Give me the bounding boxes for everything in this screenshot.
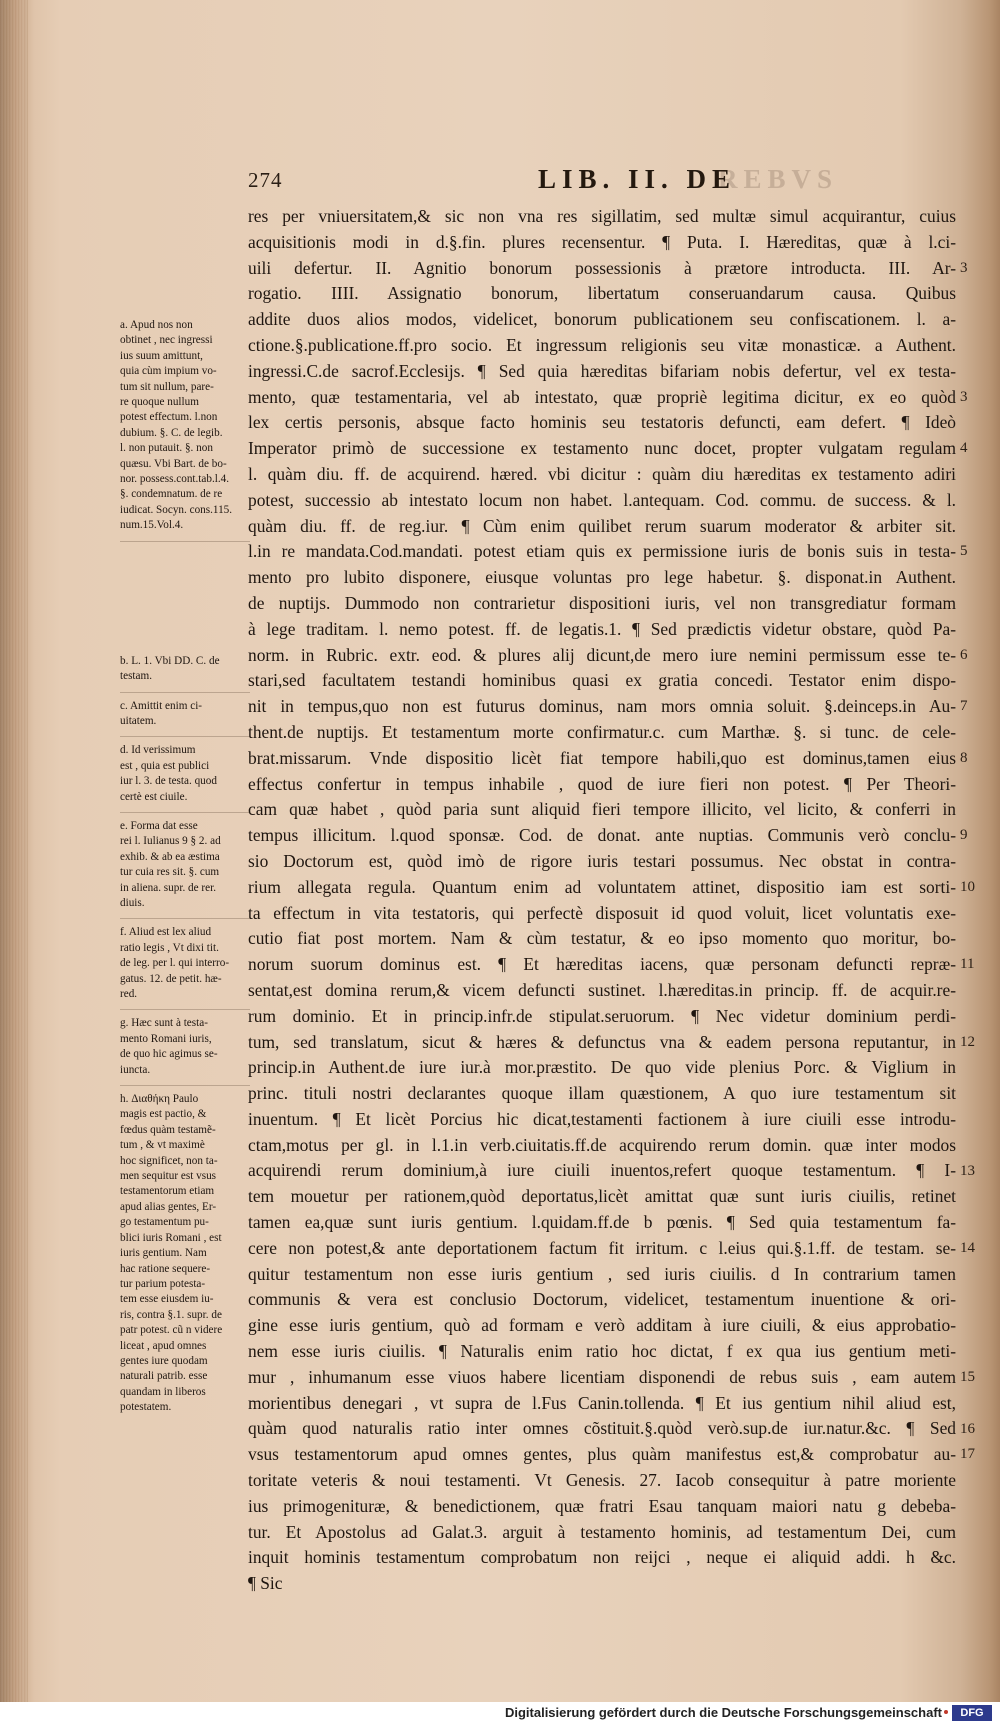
text-line: norm. in Rubric. extr. eod. & plures alij dicunt,de mero iure nemini permissum esse te- <box>248 644 956 665</box>
margin-note-divider <box>120 692 250 693</box>
text-line: cere non potest,& ante deportationem factum fit irritum. c l.eius qui.§.1.ff. de testam. se- <box>248 1237 956 1258</box>
margin-note-line: ris, contra §.1. supr. de <box>120 1308 222 1321</box>
text-line: toritate veteris & noui testamenti. Vt Genesis. 27. Iacob consequitur à patre moriente <box>248 1470 956 1491</box>
margin-note-line: nor. possess.cont.tab.l.4. <box>120 473 230 486</box>
text-line: sentat,est domina rerum,& vicem defuncti sustinet. l.hæreditas.in princip. ff. de acquir.re- <box>248 979 956 1000</box>
margin-note-line: blici iuris Romani , est <box>120 1231 222 1244</box>
margin-note-line: patr potest. cũ n videre <box>120 1324 223 1337</box>
margin-note-divider <box>120 1085 250 1086</box>
margin-note-line: exhib. & ab ea æstima <box>120 850 220 863</box>
footer-credit: Digitalisierung gefördert durch die Deutsche Forschungsgemeinschaft <box>504 1705 942 1720</box>
text-line: morientibus denegari , vt supra de l.Fus Canin.tollenda. ¶ Et ius gentium nihil aliud est, <box>248 1392 956 1413</box>
margin-note <box>120 743 250 805</box>
text-line: uili defertur. II. Agnitio bonorum possessionis à prætore introducta. III. Ar- <box>248 257 956 278</box>
text-line: tem mouetur per rationem,quòd deportatus,licèt amittat quæ sunt iuris ciuilis, retinet <box>248 1186 956 1207</box>
text-line: quitur testamentum non esse iuris gentium , sed iuris ciuilis. d In contrarium tamen <box>248 1263 956 1284</box>
margin-note-divider <box>120 1009 250 1010</box>
text-line: mur , inhumanum esse viuos habere licentiam disponendi de rebus suis , eam autem <box>248 1366 956 1387</box>
text-line: à lege traditam. l. nemo potest. ff. de legatis.1. ¶ Sed prædictis videtur obstare, quòd Pa- <box>248 618 956 639</box>
paragraph-number: 6 <box>960 646 968 663</box>
digitization-footer <box>0 1702 1000 1724</box>
margin-note-line: quia cùm impium vo- <box>120 365 217 378</box>
text-line: tum, sed translatum, sicut & hæres & defunctus vna & eadem persona reputantur, in <box>248 1031 956 1052</box>
text-line: stari,sed facultatem testandi hominibus quasi ex gratia concedi. Testator enim dispo- <box>248 670 956 691</box>
margin-note-line: l. non putauit. §. non <box>120 442 213 455</box>
text-line: princ. tituli nostri declarantes quoque illam quæstionem, A quo iure testamentum sit <box>248 1083 956 1104</box>
text-line: ius primogenituræ, & benedictionem, quæ fratri Esau tanquam maiori natu g debeba- <box>248 1495 956 1516</box>
margin-note-divider <box>120 541 250 542</box>
margin-note-line: e. Forma dat esse <box>120 819 198 832</box>
margin-note-line: num.15.Vol.4. <box>120 519 184 532</box>
text-line: l. quàm diu. ff. de acquirend. hæred. vbi dicitur : quàm diu hæreditas ex testamento adiri <box>248 463 956 484</box>
margin-note <box>120 699 250 730</box>
text-line: potest, successio ab intestato locum non habet. l.antequam. Cod. commu. de success. & l. <box>248 489 956 510</box>
text-line: acquirendi rerum dominium,à iure ciuili inuentos,refert quoque testamentum. ¶ I- <box>248 1160 956 1181</box>
text-line: ta effectum in vita testatoris, qui perfectè disposuit id quod voluit, licet voluntatis exe- <box>248 902 956 923</box>
margin-note-line: dubium. §. C. de legib. <box>120 426 223 439</box>
text-line: effectus confertur in tempus inhabile , quod de iure fieri non potest. ¶ Per Theori- <box>248 773 956 794</box>
margin-note-line: a. Apud nos non <box>120 319 193 331</box>
paragraph-number: 3 <box>960 259 968 276</box>
margin-note-line: iudicat. Socyn. cons.115. <box>120 503 233 516</box>
margin-notes <box>120 318 250 1423</box>
paragraph-number: 7 <box>960 698 968 715</box>
margin-note-line: in aliena. supr. de rer. <box>120 881 216 894</box>
paragraph-number: 8 <box>960 749 968 766</box>
paragraph-number: 14 <box>960 1240 975 1256</box>
text-line: thent.de nuptijs. Et testamentum morte confirmatur.c. cum Marthæ. §. si tunc. de cele- <box>248 721 956 742</box>
margin-note-line: men sequitur est vsus <box>120 1170 217 1183</box>
text-line: communis & vera est conclusio Doctorum, videlicet, testamentum inuentione & ori- <box>248 1289 956 1310</box>
text-line: inuentum. ¶ Et licèt Porcius hic dicat,testamenti factionem à iure ciuili esse introdu- <box>248 1108 956 1129</box>
text-line: nem esse iuris ciuilis. ¶ Naturalis enim ratio hoc dictat, f ex qua ius gentium meti- <box>248 1341 956 1362</box>
text-line: brat.missarum. Vnde dispositio licèt fiat tempore habili,quo est dominus,tamen eius <box>248 747 956 768</box>
margin-note-line: de leg. per l. qui interro- <box>120 957 230 970</box>
margin-note-line: ius suum amittunt, <box>120 349 203 362</box>
page-header <box>248 164 948 200</box>
margin-note-line: quandam in liberos <box>120 1385 206 1398</box>
margin-note-line: §. condemnatum. de re <box>120 488 223 501</box>
text-line: vsus testamentorum apud omnes gentes, plus quàm manifestus est,& comprobatur au- <box>248 1444 956 1465</box>
margin-note-line: go testamentum pu- <box>120 1216 209 1229</box>
text-line: tempus illicitum. l.quod sponsæ. Cod. de donat. ante nuptias. Communis verò conclu- <box>248 825 956 846</box>
margin-note-line: mento Romani iuris, <box>120 1032 212 1045</box>
paragraph-number: 9 <box>960 827 968 844</box>
margin-note-line: de quo hic agimus se- <box>120 1048 218 1061</box>
margin-note-line: b. L. 1. Vbi DD. C. de <box>120 654 220 667</box>
text-line: ctione.§.publicatione.ff.pro socio. Et ingressum religionis seu vitæ monasticæ. a Authent. <box>248 334 956 355</box>
text-line: ctam,motus per gl. in l.1.in verb.ciuitatis.ff.de acquirendo rerum domin. quæ inter modos <box>248 1134 956 1155</box>
paragraph-number: 15 <box>960 1369 975 1385</box>
text-line: quàm diu. ff. de reg.iur. ¶ Cùm enim quilibet rerum suarum moderator & arbiter sit. <box>248 515 956 536</box>
margin-note-line: naturali patrib. esse <box>120 1370 208 1383</box>
text-line: tamen ea,quæ sunt iuris gentium. l.quidam.ff.de b pœnis. ¶ Sed quia testamentum fa- <box>248 1212 956 1233</box>
margin-note-line: diuis. <box>120 896 145 909</box>
text-line: princip.in Authent.de iure iur.à mor.præstito. De quo vide plenius Porc. & Viglium in <box>248 1057 956 1078</box>
margin-note <box>120 1092 250 1416</box>
text-line: l.in re mandata.Cod.mandati. potest etiam quis ex permissione iuris de bonis suis in testa- <box>248 541 956 562</box>
margin-note-line: potest effectum. l.non <box>120 411 218 424</box>
text-line: norum suorum dominus est. ¶ Et hæreditas iacens, quæ personam defuncti repræ- <box>248 954 956 975</box>
text-line: ingressi.C.de sacrof.Ecclesijs. ¶ Sed quia hæreditas bifariam nobis defertur, vel ex testa- <box>248 360 956 381</box>
text-line: de nuptijs. Dummodo non contrarietur dispositioni iuris, vel non transgrediatur formam <box>248 592 956 613</box>
margin-note-line: tur cuia res sit. §. cum <box>120 866 220 879</box>
margin-note-line: g. Hæc sunt à testa- <box>120 1017 208 1030</box>
paragraph-number: 13 <box>960 1162 975 1179</box>
text-line: quàm quod naturalis ratio inter omnes cõstituit.§.quòd verò.sup.de iur.natur.&c. ¶ Sed <box>248 1418 956 1439</box>
margin-note-divider <box>120 736 250 737</box>
text-line: rum dominio. Et in princip.infr.de stipulat.seruorum. ¶ Nec videtur dominium perdi- <box>248 1005 956 1026</box>
text-line: lex certis personis, absque facto hominis seu testatoris defuncti, eam defert. ¶ Ideò <box>248 412 956 433</box>
text-line: sio Doctorum est, quòd imò de rigore iuris testari possumus. Nec obstat in contra- <box>248 850 956 871</box>
text-line: acquisitionis modi in d.§.fin. plures recensentur. ¶ Puta. I. Hæreditas, quæ à l.ci- <box>248 231 956 252</box>
margin-note-line: d. Id verissimum <box>120 744 196 757</box>
margin-note-line: iuncta. <box>120 1063 151 1076</box>
margin-note-line: tur parium potesta- <box>120 1277 206 1290</box>
text-line: gine esse iuris gentium, quò ad formam e verò additam à iure ciuili, & eius approbatio- <box>248 1315 956 1336</box>
page-number: 274 <box>248 168 283 192</box>
paragraph-number: 5 <box>960 543 968 560</box>
margin-note-line: certè est ciuile. <box>120 790 188 803</box>
margin-note-divider <box>120 812 250 813</box>
margin-note-line: tum , & vt maximè <box>120 1139 205 1152</box>
paragraph-number: 17 <box>960 1446 975 1463</box>
margin-note-line: liceat , apud omnes <box>120 1339 207 1352</box>
margin-note <box>120 819 250 911</box>
paragraph-number: 16 <box>960 1420 975 1437</box>
margin-note-line: re quoque nullum <box>120 396 199 409</box>
margin-note <box>120 654 250 685</box>
margin-note-line: hoc significet, non ta- <box>120 1154 218 1167</box>
margin-note-line: ratio legis , Vt dixi tit. <box>120 941 219 954</box>
margin-note-line: iuris gentium. Nam <box>120 1247 207 1260</box>
margin-note-line: apud alias gentes, Er- <box>120 1200 217 1213</box>
margin-note-line: iur l. 3. de testa. quod <box>120 775 217 788</box>
margin-note-line: potestatem. <box>120 1401 172 1414</box>
text-line: cam quæ habet , quòd paria sunt aliquid fieri tempore illicito, vel licito, & conferri in <box>248 799 956 820</box>
margin-note-line: testamentorum etiam <box>120 1185 215 1198</box>
paragraph-number: 11 <box>960 956 975 973</box>
margin-note-line: quæsu. Vbi Bart. de bo- <box>120 457 227 470</box>
margin-note-line: rei l. Iulianus 9 § 2. ad <box>120 835 221 848</box>
paragraph-number: 10 <box>960 878 975 895</box>
margin-note <box>120 925 250 1002</box>
margin-note-line: gatus. 12. de petit. hæ- <box>120 972 222 985</box>
paragraph-number: 12 <box>960 1033 975 1050</box>
running-head: LIB. II. DE <box>538 164 737 194</box>
margin-note-line: h. Διαθήκη Paulo <box>120 1093 199 1106</box>
margin-note-line: uitatem. <box>120 714 157 727</box>
margin-note <box>120 318 250 534</box>
text-line: mento, quæ testamentaria, vel ab intestato, quæ propriè legitima dicitur, ex eo quòd <box>248 386 956 407</box>
separator-dot-icon <box>944 1710 948 1714</box>
margin-note-line: hac ratione sequere- <box>120 1262 211 1275</box>
text-line: nit in tempus,quo non est futurus dominus, nam mors omnia soluit. §.deinceps.in Au- <box>248 696 956 717</box>
margin-note-line: f. Aliud est lex aliud <box>120 926 212 939</box>
margin-note-line: testam. <box>120 670 153 683</box>
margin-note-line: c. Amittit enim ci- <box>120 699 203 712</box>
text-line: rium allegata regula. Quantum enim ad voluntatem attinet, dispositio iam est sorti- <box>248 876 956 897</box>
paragraph-number: 3 <box>960 388 968 405</box>
text-line: ¶ Sic <box>248 1573 283 1594</box>
margin-note-line: fœdus quàm testamẽ- <box>120 1123 216 1136</box>
margin-note <box>120 1016 250 1078</box>
text-line: Imperator primò de successione ex testamento nunc docet, propter vulgatam regulam <box>248 438 956 459</box>
text-line: inquit hominis testamentum comprobatum non reijci , neque ei aliquid addi. h &c. <box>248 1547 956 1568</box>
text-line: rogatio. IIII. Assignatio bonorum, libertatum conseruandarum causa. Quibus <box>248 283 956 304</box>
text-line: mento pro lubito disponere, eiusque voluntas pro lege habetur. §. disponat.in Authent. <box>248 567 956 588</box>
dfg-logo-icon: DFG <box>952 1705 992 1721</box>
paragraph-number: 4 <box>960 440 968 457</box>
page-edge-stack <box>0 0 28 1724</box>
margin-note-line: obtinet , nec ingressi <box>120 334 213 347</box>
text-line: cutio fiat post mortem. Nam & cùm testatur, & eo ipso momento quo moritur, bo- <box>248 928 956 949</box>
text-line: addite duos alios modos, videlicet, bonorum publicationem seu confiscationem. l. a- <box>248 309 956 330</box>
margin-note-line: est , quia est publici <box>120 759 210 772</box>
margin-note-line: gentes iure quodam <box>120 1354 208 1367</box>
text-line: res per vniuersitatem,& sic non vna res sigillatim, sed multæ simul acquirantur, cuius <box>248 206 956 226</box>
margin-note-line: magis est pactio, & <box>120 1108 207 1121</box>
main-text-block <box>248 204 956 1597</box>
running-head-showthrough: REBVS <box>718 164 839 194</box>
text-line: tur. Et Apostolus ad Galat.3. arguit à testamento hominis, ad testamentum Dei, cum <box>248 1521 956 1542</box>
margin-note-divider <box>120 918 250 919</box>
margin-note-line: red. <box>120 988 138 1000</box>
margin-note-line: tem esse eiusdem iu- <box>120 1293 214 1306</box>
margin-note-line: tum sit nullum, pare- <box>120 380 214 393</box>
